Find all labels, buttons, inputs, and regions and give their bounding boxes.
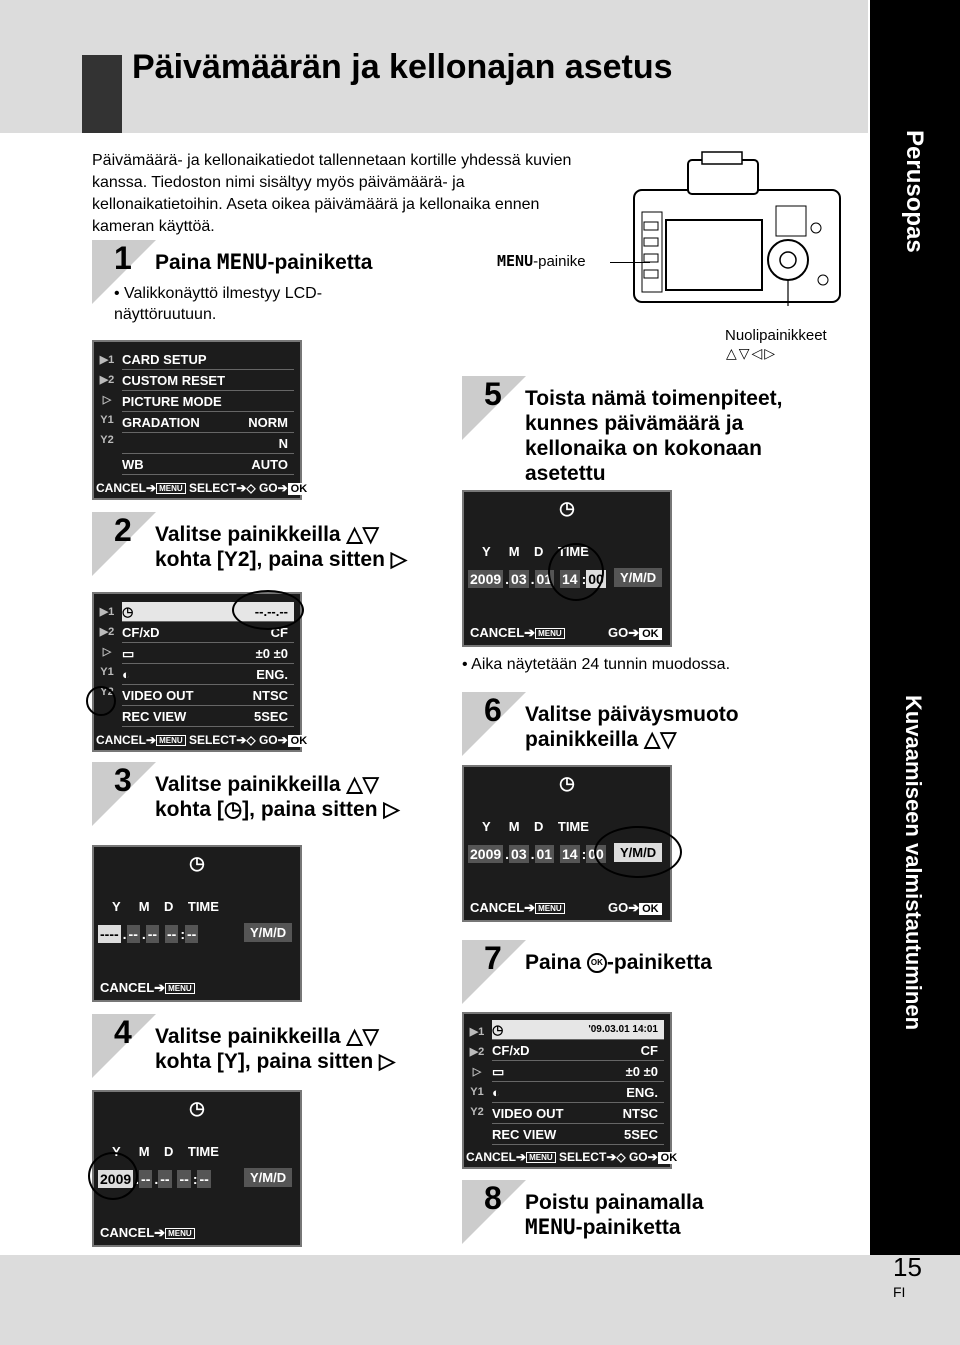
clock-values: 2009 . -- . -- -- : -- [100,1171,209,1187]
step-6-number: 6 [484,692,502,728]
lcd-menu-7 [462,1012,678,1169]
menu-row: REC VIEW 5SEC [492,1125,664,1145]
menu-row: VIDEO OUT NTSC [122,686,294,706]
menu-row: GRADATION NORM [122,413,294,433]
clock-headers: Y M D TIME [112,1144,219,1159]
clock-values: 2009 . 03 . 01 14 : 00 [470,846,604,862]
step-5-bullet: • Aika näytetään 24 tunnin muodossa. [462,656,731,673]
step-1-bullet: • Valikkonäyttö ilmestyy LCD-näyttöruutuun. [114,285,323,323]
step-3-text: Valitse painikkeilla △▽ kohta [◷], paina sitten ▷ [155,773,400,821]
date-format-selected: Y/M/D [614,843,662,862]
clock-icon: ◷ [559,498,575,518]
step-1-number: 1 [114,240,132,276]
menu-row: CF/xD CF [122,623,294,643]
menu-row: ◐ ENG. [492,1083,664,1103]
step-5-text: Toista nämä toimenpiteet, kunnes päivämäärä ja kellonaika on kokonaan asetettu [525,387,783,485]
clock-footer: CANCEL➔ MENU [100,980,195,996]
clock-footer: CANCEL➔ MENU [100,1225,195,1241]
menu-row-clock-selected: ◷ '09.03.01 14:01 [492,1020,664,1040]
menu-tab-icons: ▶1 ▶2 ▷ Y1 Y2 [99,354,115,446]
step-5-number: 5 [484,376,502,412]
page-title: Päivämäärän ja kellonajan asetus [132,48,673,86]
step-4-text: Valitse painikkeilla △▽ kohta [Y], paina sitten ▷ [155,1025,396,1073]
arrow-buttons-label: Nuolipainikkeet [725,327,827,344]
menu-footer: CANCEL➔ MENU SELECT➔◇ GO➔ OK [96,733,310,747]
menu-row: CF/xD CF [492,1041,664,1061]
menu-row-clock-selected: ◷ --.--.-- [122,602,294,622]
step-7-number: 7 [484,940,502,976]
highlight-circle [88,1152,138,1200]
footer-band [0,1255,870,1345]
step-3-number: 3 [114,762,132,798]
clock-values: 2009 . 03 . 01 14 : 00 [470,571,604,587]
page-number: 15 [893,1252,922,1282]
page-language: FI [893,1284,906,1300]
side-tab-perusopas [870,0,960,675]
lcd-clock-3 [92,845,302,1002]
step-7-text: Paina OK -painiketta [525,951,712,974]
side-tab-label: Kuvaamiseen valmistautuminen [901,695,926,1031]
step-2-number: 2 [114,512,132,548]
side-tab-chapter [870,675,960,1255]
clock-icon: ◷ [189,1098,205,1118]
date-format: Y/M/D [614,568,662,587]
side-tab-label: Perusopas [901,130,928,253]
step-8-number: 8 [484,1180,502,1216]
step-6-text: Valitse päiväysmuoto painikkeilla △▽ [525,703,739,751]
menu-row: ▭ ±0 ±0 [492,1062,664,1082]
menu-row: CARD SETUP [122,350,294,370]
intro-paragraph: Päivämäärä- ja kellonaikatiedot tallennetaan kortille yhdessä kuvien kanssa. Tiedoston nimi sisältyy myös päivämäärä- ja kellonaikatietoihin. Aseta oikea päivämäärä ja kellonaika ennen kameran käyttöä. [92,152,572,235]
menu-tab-icons: ▶1 ▶2 ▷ Y1 Y2 [99,606,115,698]
step-8-text: Poistu painamalla MENU-painiketta [525,1191,704,1239]
menu-row: PICTURE MODE [122,392,294,412]
step-2-text: Valitse painikkeilla △▽ kohta [Y2], paina sitten ▷ [155,523,407,571]
clock-footer: CANCEL➔ MENU GO➔ OK [470,625,662,641]
menu-row: VIDEO OUT NTSC [492,1104,664,1124]
menu-footer: CANCEL➔ MENU SELECT➔◇ GO➔ OK [96,481,310,495]
arrow-buttons-icons: △▽◁▷ [726,345,778,361]
clock-icon: ◷ [559,773,575,793]
step-4-number: 4 [114,1014,132,1050]
highlight-circle [548,543,604,601]
camera-illustration [628,150,844,308]
highlight-circle [232,590,304,630]
clock-headers: Y M D TIME [482,819,589,834]
date-format: Y/M/D [244,1168,292,1187]
menu-tab-icons: ▶1 ▶2 ▷ Y1 Y2 [469,1026,485,1118]
lcd-menu-1 [92,340,308,500]
menu-row: CUSTOM RESET [122,371,294,391]
clock-values: ---- . -- . -- -- : -- [100,926,197,942]
menu-row: ◐ ENG. [122,665,294,685]
highlight-circle [594,826,682,878]
menu-button-leader [610,262,650,263]
clock-headers: Y M D TIME [482,544,589,559]
menu-row: WB AUTO [122,455,294,475]
clock-footer: CANCEL➔ MENU GO➔ OK [470,900,662,916]
step-1-text: Paina MENU-painiketta [155,250,373,274]
clock-icon: ◷ [189,853,205,873]
menu-row: REC VIEW 5SEC [122,707,294,727]
highlight-circle [86,686,116,716]
menu-row: ▭ ±0 ±0 [122,644,294,664]
clock-headers: Y M D TIME [112,899,219,914]
menu-footer: CANCEL➔ MENU SELECT➔◇ GO➔ OK [466,1150,680,1164]
menu-button-label: MENU-painike [497,252,586,270]
date-format: Y/M/D [244,923,292,942]
ok-button-icon: OK [587,953,607,973]
menu-row: N [122,434,294,454]
header-accent-block [82,55,122,133]
